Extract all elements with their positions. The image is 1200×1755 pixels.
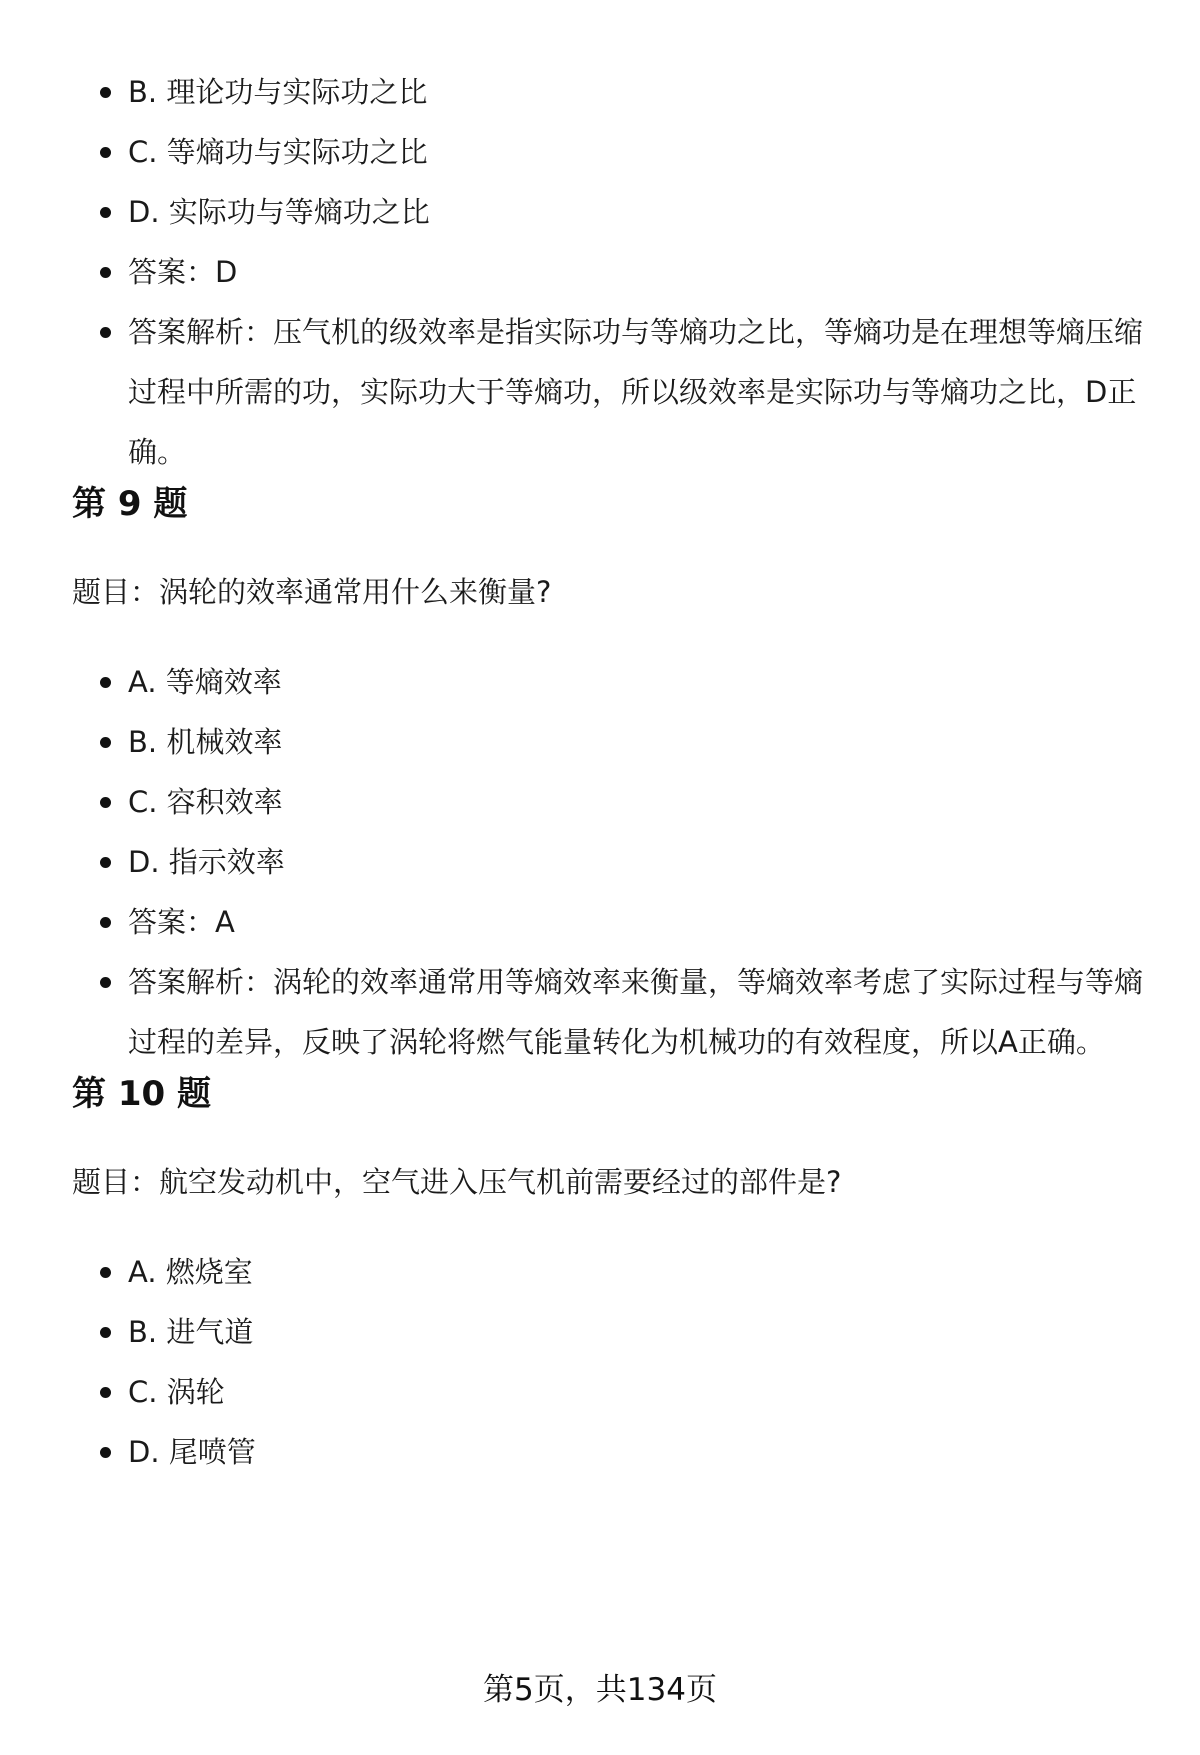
question-heading: 第 10 题 — [72, 1074, 211, 1114]
option-text: D. 尾喷管 — [128, 1435, 256, 1469]
bullet-icon — [100, 147, 111, 158]
bullet-icon — [100, 207, 111, 218]
question-stem: 题目：涡轮的效率通常用什么来衡量? — [72, 575, 552, 609]
option-text: B. 理论功与实际功之比 — [128, 75, 428, 109]
option-item — [72, 1422, 1152, 1482]
option-text: B. 机械效率 — [128, 725, 283, 759]
explanation-text: 答案解析：涡轮的效率通常用等熵效率来衡量，等熵效率考虑了实际过程与等熵过程的差异，反映了涡轮将燃气能量转化为机械功的有效程度，所以A正确。 — [128, 965, 1144, 1059]
option-text: D. 指示效率 — [128, 845, 285, 879]
explanation-item — [72, 952, 1152, 1072]
explanation-text: 答案解析：压气机的级效率是指实际功与等熵功之比，等熵功是在理想等熵压缩过程中所需的功，实际功大于等熵功，所以级效率是实际功与等熵功之比，D正确。 — [128, 315, 1144, 469]
option-item — [72, 1302, 1152, 1362]
page-number-footer: 第5页，共134页 — [483, 1672, 717, 1708]
option-text: A. 等熵效率 — [128, 665, 282, 699]
option-text: C. 等熵功与实际功之比 — [128, 135, 428, 169]
bullet-icon — [100, 857, 111, 868]
option-item — [72, 62, 1152, 122]
option-text: D. 实际功与等熵功之比 — [128, 195, 430, 229]
option-item — [72, 712, 1152, 772]
option-text: B. 进气道 — [128, 1315, 254, 1349]
q9-option-list — [72, 652, 1152, 1072]
option-item — [72, 122, 1152, 182]
option-item — [72, 772, 1152, 832]
document-page — [72, 62, 1152, 1482]
option-item — [72, 652, 1152, 712]
bullet-icon — [100, 677, 111, 688]
option-item — [72, 1362, 1152, 1422]
q10-option-list — [72, 1242, 1152, 1482]
answer-text: 答案：D — [128, 255, 238, 289]
answer-item — [72, 892, 1152, 952]
bullet-icon — [100, 977, 111, 988]
answer-text: 答案：A — [128, 905, 235, 939]
bullet-icon — [100, 327, 111, 338]
bullet-icon — [100, 1387, 111, 1398]
option-text: C. 容积效率 — [128, 785, 283, 819]
explanation-item — [72, 302, 1152, 482]
bullet-icon — [100, 917, 111, 928]
answer-item — [72, 242, 1152, 302]
bullet-icon — [100, 737, 111, 748]
prev-question-option-list — [72, 62, 1152, 482]
option-item — [72, 1242, 1152, 1302]
bullet-icon — [100, 797, 111, 808]
bullet-icon — [100, 1267, 111, 1278]
option-text: A. 燃烧室 — [128, 1255, 253, 1289]
option-item — [72, 832, 1152, 892]
option-item — [72, 182, 1152, 242]
bullet-icon — [100, 267, 111, 278]
bullet-icon — [100, 1327, 111, 1338]
bullet-icon — [100, 87, 111, 98]
question-stem: 题目：航空发动机中，空气进入压气机前需要经过的部件是? — [72, 1165, 842, 1199]
bullet-icon — [100, 1447, 111, 1458]
question-heading: 第 9 题 — [72, 484, 188, 524]
option-text: C. 涡轮 — [128, 1375, 225, 1409]
